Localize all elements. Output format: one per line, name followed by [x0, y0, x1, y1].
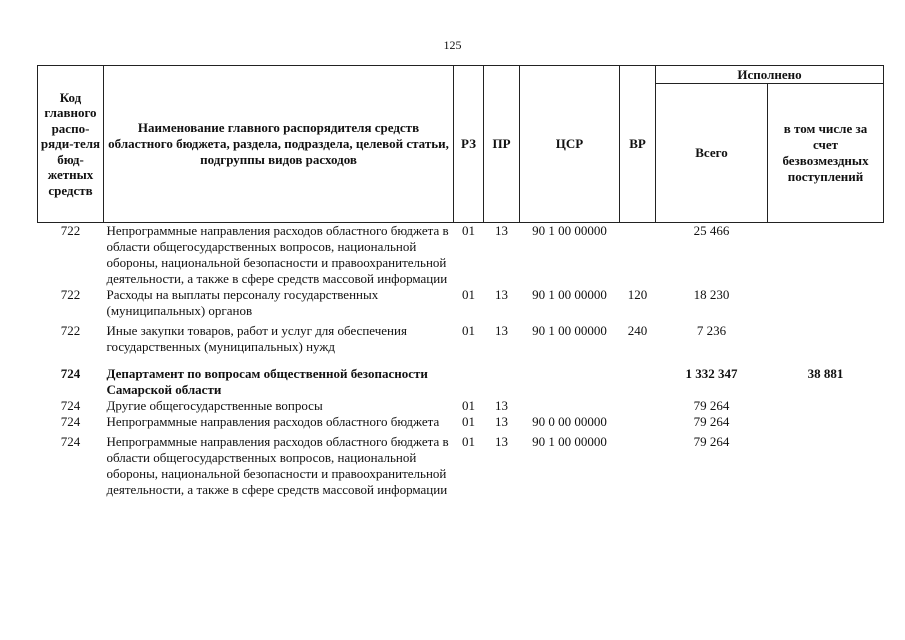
cell-name: Непрограммные направления расходов областного бюджета — [106, 414, 440, 429]
cell-name: Непрограммные направления расходов областного бюджета в области общегосударственных вопросов, национальной обороны, национальной безопасности и правоохранительной деятельности, а также в сфере средств массовой информации — [106, 434, 449, 497]
cell-code: 724 — [60, 398, 81, 413]
cell-name: Иные закупки товаров, работ и услуг для обеспечения государственных (муниципальных) нужд — [106, 323, 407, 354]
cell-csr — [520, 355, 620, 398]
cell-rz: 01 — [462, 434, 475, 449]
header-executed: Исполнено — [656, 66, 884, 84]
cell-free — [768, 287, 884, 319]
table-row — [38, 319, 884, 355]
cell-csr: 90 1 00 00000 — [532, 287, 607, 302]
cell-rz: 01 — [462, 398, 475, 413]
cell-total: 79 264 — [693, 414, 730, 429]
cell-total: 79 264 — [693, 398, 730, 413]
cell-free — [768, 398, 884, 414]
cell-vr — [620, 223, 656, 288]
header-vr: ВР — [620, 66, 656, 223]
cell-total: 79 264 — [693, 434, 730, 449]
cell-csr — [520, 398, 620, 414]
cell-free — [768, 414, 884, 430]
header-name: Наименование главного распорядителя средств областного бюджета, раздела, подраздела, целевой статьи, подгруппы видов расходов — [104, 66, 454, 223]
cell-vr — [620, 355, 656, 398]
table-header — [38, 66, 884, 223]
table-row — [38, 414, 884, 430]
header-code: Код главного распо-ряди-теля бюд-жетных средств — [38, 66, 104, 223]
cell-vr — [620, 398, 656, 414]
cell-rz: 01 — [462, 287, 475, 302]
cell-pr: 13 — [495, 434, 508, 449]
cell-code: 722 — [60, 287, 81, 302]
cell-code: 724 — [60, 366, 81, 381]
cell-code: 724 — [60, 434, 81, 449]
cell-code: 724 — [60, 414, 81, 429]
table-row — [38, 223, 884, 288]
header-total: Всего — [656, 84, 768, 223]
cell-code: 722 — [60, 323, 81, 338]
cell-vr: 240 — [627, 323, 648, 338]
cell-pr — [484, 355, 520, 398]
cell-free — [768, 430, 884, 498]
header-pr: ПР — [484, 66, 520, 223]
cell-total: 18 230 — [693, 287, 730, 302]
cell-name: Другие общегосударственные вопросы — [106, 398, 323, 413]
cell-free — [768, 223, 884, 288]
cell-pr: 13 — [495, 223, 508, 238]
cell-csr: 90 1 00 00000 — [532, 434, 607, 449]
cell-code: 722 — [60, 223, 81, 238]
budget-table — [37, 65, 884, 498]
cell-pr: 13 — [495, 323, 508, 338]
table-row — [38, 430, 884, 498]
header-csr: ЦСР — [520, 66, 620, 223]
cell-free — [768, 319, 884, 355]
cell-csr: 90 1 00 00000 — [532, 223, 607, 238]
cell-pr: 13 — [495, 414, 508, 429]
table-row — [38, 398, 884, 414]
header-including: в том числе за счет безвозмездных поступлений — [768, 84, 884, 223]
cell-csr: 90 1 00 00000 — [532, 323, 607, 338]
cell-name: Департамент по вопросам общественной безопасности Самарской области — [106, 366, 428, 397]
header-rz: РЗ — [454, 66, 484, 223]
cell-rz: 01 — [462, 323, 475, 338]
cell-vr — [620, 430, 656, 498]
table-body — [38, 223, 884, 499]
cell-total: 25 466 — [693, 223, 730, 238]
cell-free: 38 881 — [807, 366, 844, 381]
page-number: 125 — [443, 38, 462, 52]
cell-pr: 13 — [495, 287, 508, 302]
cell-vr: 120 — [627, 287, 648, 302]
cell-total: 1 332 347 — [685, 366, 738, 381]
cell-vr — [620, 414, 656, 430]
cell-rz: 01 — [462, 223, 475, 238]
table-row — [38, 287, 884, 319]
cell-rz — [454, 355, 484, 398]
table-row — [38, 355, 884, 398]
cell-name: Непрограммные направления расходов областного бюджета в области общегосударственных вопросов, национальной обороны, национальной безопасности и правоохранительной деятельности, а также в сфере средств массовой информации — [106, 223, 449, 286]
cell-total: 7 236 — [696, 323, 727, 338]
cell-pr: 13 — [495, 398, 508, 413]
cell-rz: 01 — [462, 414, 475, 429]
cell-name: Расходы на выплаты персоналу государственных (муниципальных) органов — [106, 287, 379, 318]
cell-csr: 90 0 00 00000 — [532, 414, 607, 429]
